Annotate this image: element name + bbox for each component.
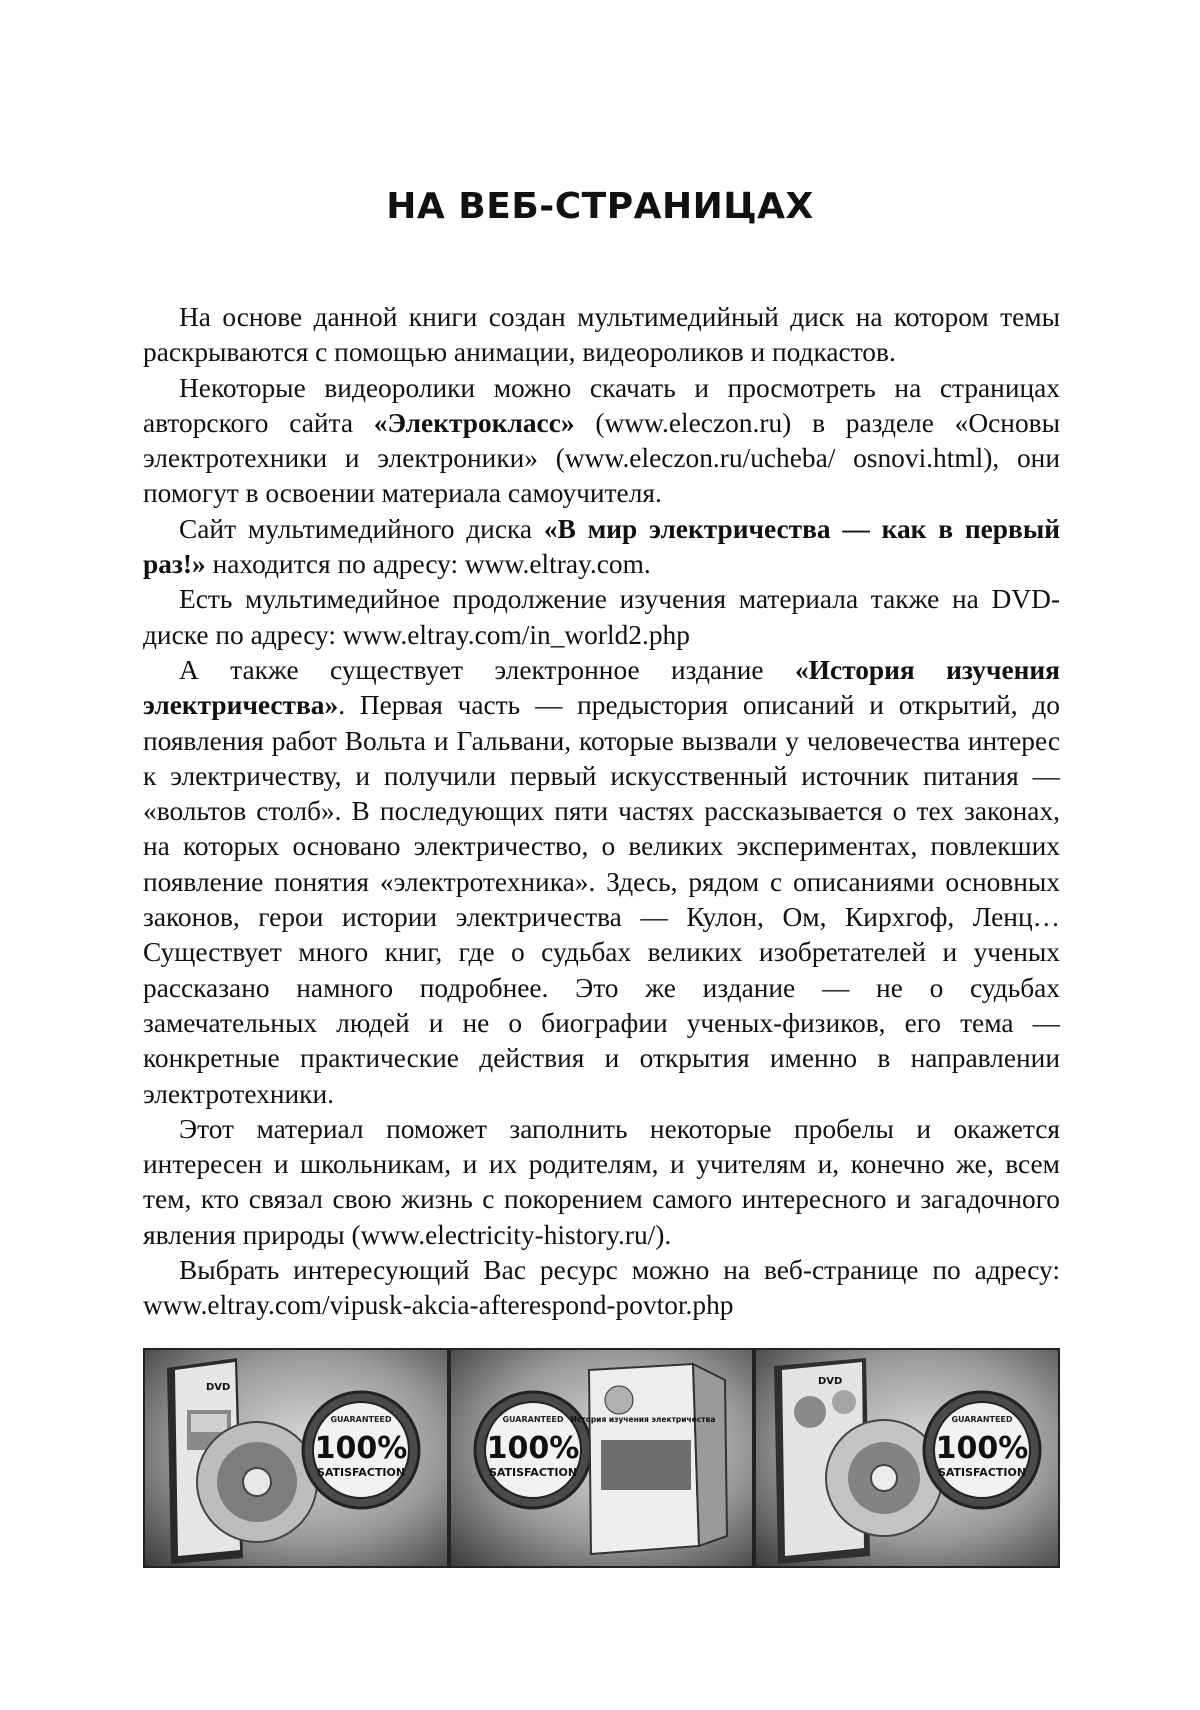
- svg-text:DVD: DVD: [206, 1382, 231, 1393]
- software-box-cover: [570, 1364, 726, 1554]
- svg-text:История изучения электричества: История изучения электричества: [570, 1415, 716, 1424]
- svg-text:SATISFACTION: SATISFACTION: [316, 1466, 406, 1479]
- guarantee-badge-icon: [475, 1392, 591, 1508]
- page-title: НА ВЕБ-СТРАНИЦАХ: [386, 186, 814, 227]
- product-images: [143, 1348, 1060, 1568]
- svg-text:SATISFACTION: SATISFACTION: [488, 1466, 577, 1479]
- svg-text:GUARANTEED: GUARANTEED: [951, 1415, 1013, 1424]
- body-text: [143, 300, 1060, 1324]
- paragraph-dvd: Есть мультимедийное продолжение изучения материала также на DVD-диске по адресу: www.eltray.com/in_world2.php: [143, 584, 1060, 650]
- product-image-dvd-1: [143, 1348, 449, 1568]
- paragraph-resource: Выбрать интересующий Вас ресурс можно на веб-странице по адресу: www.eltray.com/vipusk-akcia-afterespond-povtor.php: [143, 1255, 1060, 1321]
- paragraph-videos: Некоторые видеоролики можно скачать и просмотреть на страницах авторского сайта «Электрокласс» (www.eleczon.ru) в разделе «Основы электротехники и электроники» (www.eleczon.ru/ucheba/ osnovi.html), они помогут в освоении материала самоучителя.: [143, 372, 1060, 509]
- paragraph-intro: На основе данной книги создан мультимедийный диск на котором темы раскрываются с помощью анимации, видеороликов и подкастов.: [143, 302, 1060, 368]
- paragraph-audience: Этот материал поможет заполнить некоторые пробелы и окажется интересен и школьникам, и их родителям, и учителям и, конечно же, всем тем, кто связал свою жизнь с покорением самого интересного и загадочного явления природы (www.electricity-history.ru/).: [143, 1113, 1060, 1250]
- svg-text:100%: 100%: [486, 1431, 580, 1466]
- site-name-bold: «Электрокласс»: [373, 407, 575, 438]
- guarantee-badge-icon: [924, 1392, 1040, 1508]
- disc-icon: [197, 1422, 317, 1542]
- svg-text:100%: 100%: [936, 1431, 1029, 1466]
- disc-name-bold: «В мир электричества — как в первый раз!»: [143, 513, 1060, 580]
- history-name-bold: «История изучения электричества»: [143, 654, 1060, 721]
- svg-text:DVD: DVD: [818, 1376, 843, 1387]
- guarantee-badge-icon: [303, 1392, 419, 1508]
- paragraph-history-edition: А также существует электронное издание «История изучения электричества». Первая часть — предыстория описаний и открытий, до появления работ Вольта и Гальвани, которые вызвали у человечества интерес к электричеству, и получили первый искусственный источник питания — «вольтов столб». В последующих пяти частях рассказывается о тех законах, на которых основано электричество, о великих экспериментах, повлекших появление понятия «электротехника». Здесь, рядом с описаниями основных законов, герои истории электричества — Кулон, Ом, Кирхгоф, Ленц… Существует много книг, где о судьбах великих изобретателей и ученых рассказано намного подробнее. Это же издание — не о судьбах замечательных людей и не о биографии ученых-физиков, его тема — конкретные практические действия и открытия именно в направлении электротехники.: [143, 654, 1060, 1109]
- product-image-dvd-2: [754, 1348, 1060, 1568]
- svg-text:GUARANTEED: GUARANTEED: [502, 1415, 564, 1424]
- svg-text:SATISFACTION: SATISFACTION: [938, 1466, 1027, 1479]
- paragraph-disc-site: Сайт мультимедийного диска «В мир электричества — как в первый раз!» находится по адресу: www.eltray.com.: [143, 513, 1060, 580]
- svg-text:GUARANTEED: GUARANTEED: [330, 1415, 392, 1424]
- svg-text:100%: 100%: [314, 1431, 408, 1466]
- product-image-history-box: [449, 1348, 755, 1568]
